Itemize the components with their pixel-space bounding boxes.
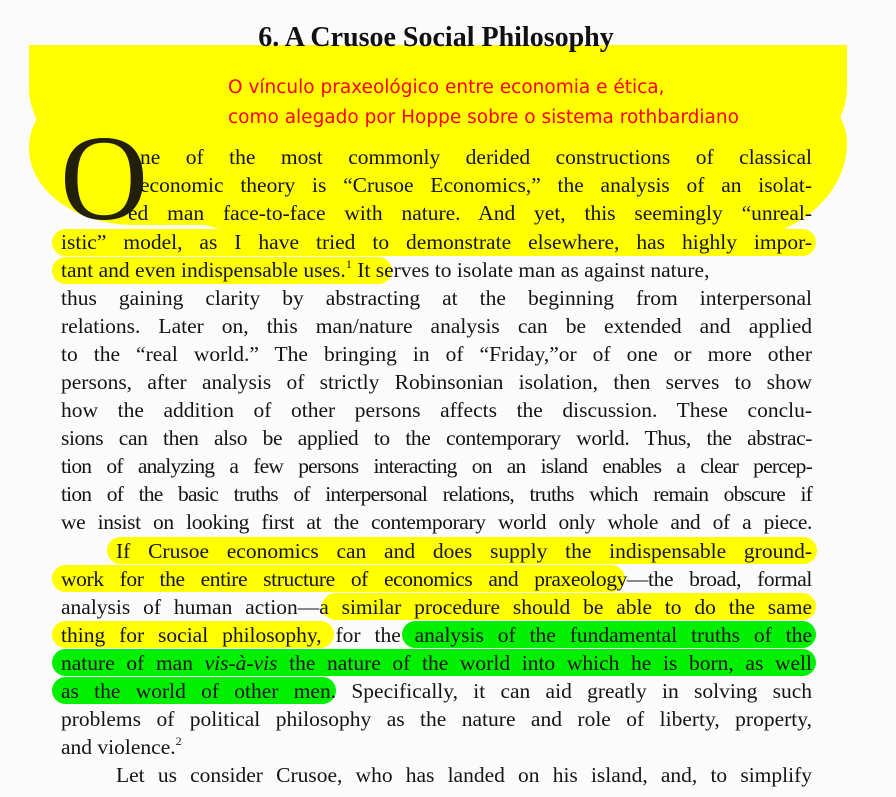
text-line xyxy=(61,256,812,284)
text-line: problems of political philosophy as the nature and role of liberty, property, xyxy=(61,707,812,731)
text-line xyxy=(61,733,812,761)
text-line: thus gaining clarity by abstracting at the beginning from interpersonal xyxy=(61,286,812,310)
text-line: we insist on looking first at the contemporary world only whole and of a piece. xyxy=(61,510,812,534)
text-line: thing for social philosophy, for the analysis of the fundamental truths of the xyxy=(61,623,812,647)
text-line: ne of the most commonly derided constructions of classical xyxy=(140,145,812,169)
text-line: istic” model, as I have tried to demonstrate elsewhere, has highly impor- xyxy=(61,230,812,254)
text-span: as the world of other men. xyxy=(61,679,337,703)
annotation-line-1: O vínculo praxeológico entre economia e ética, xyxy=(228,77,665,98)
drop-cap: O xyxy=(60,111,149,246)
text-line: If Crusoe economics can and does supply the indispensable ground- xyxy=(116,539,812,563)
text-line: analysis of human action—a similar procedure should be able to do the same xyxy=(61,595,812,619)
footnote-ref-1[interactable]: 1 xyxy=(345,257,352,271)
text-line: how the addition of other persons affects the discussion. These conclu- xyxy=(61,398,812,422)
text-line: to the “real world.” The bringing in of “Friday,”or of one or more other xyxy=(61,342,812,366)
text-line: work for the entire structure of economics and praxeology—the broad, formal xyxy=(61,567,812,591)
text-line: relations. Later on, this man/nature analysis can be extended and applied xyxy=(61,314,812,338)
text-span: nature of man xyxy=(61,651,205,675)
footnote-ref-2[interactable]: 2 xyxy=(175,734,182,748)
text-span: the nature of the world into which he is born, as well xyxy=(277,651,812,675)
text-line: economic theory is “Crusoe Economics,” the analysis of an isolat- xyxy=(140,173,812,197)
text-line: tion of the basic truths of interpersonal relations, truths which remain obscure if xyxy=(61,482,812,506)
text-line: tion of analyzing a few persons interacting on an island enables a clear percep- xyxy=(61,454,812,478)
text-line xyxy=(61,649,812,677)
text-line: ed man face-to-face with nature. And yet, this seemingly “unreal- xyxy=(128,201,812,225)
text-span: It serves to isolate man as against nature, xyxy=(351,258,710,282)
text-line: Let us consider Crusoe, who has landed on his island, and, to simplify xyxy=(116,763,812,787)
text-line: sions can then also be applied to the contemporary world. Thus, the abstrac- xyxy=(61,426,812,450)
text-span: Specifically, it can aid greatly in solving such xyxy=(336,679,812,703)
annotation-line-2: como alegado por Hoppe sobre o sistema rothbardiano xyxy=(228,107,739,128)
chapter-title: 6. A Crusoe Social Philosophy xyxy=(258,22,614,53)
text-line: persons, after analysis of strictly Robinsonian isolation, then serves to show xyxy=(61,370,812,394)
text-span: and violence. xyxy=(61,735,176,759)
italic-phrase: vis-à-vis xyxy=(204,651,278,675)
text-span: tant and even indispensable uses. xyxy=(61,258,346,282)
text-line xyxy=(61,677,812,705)
